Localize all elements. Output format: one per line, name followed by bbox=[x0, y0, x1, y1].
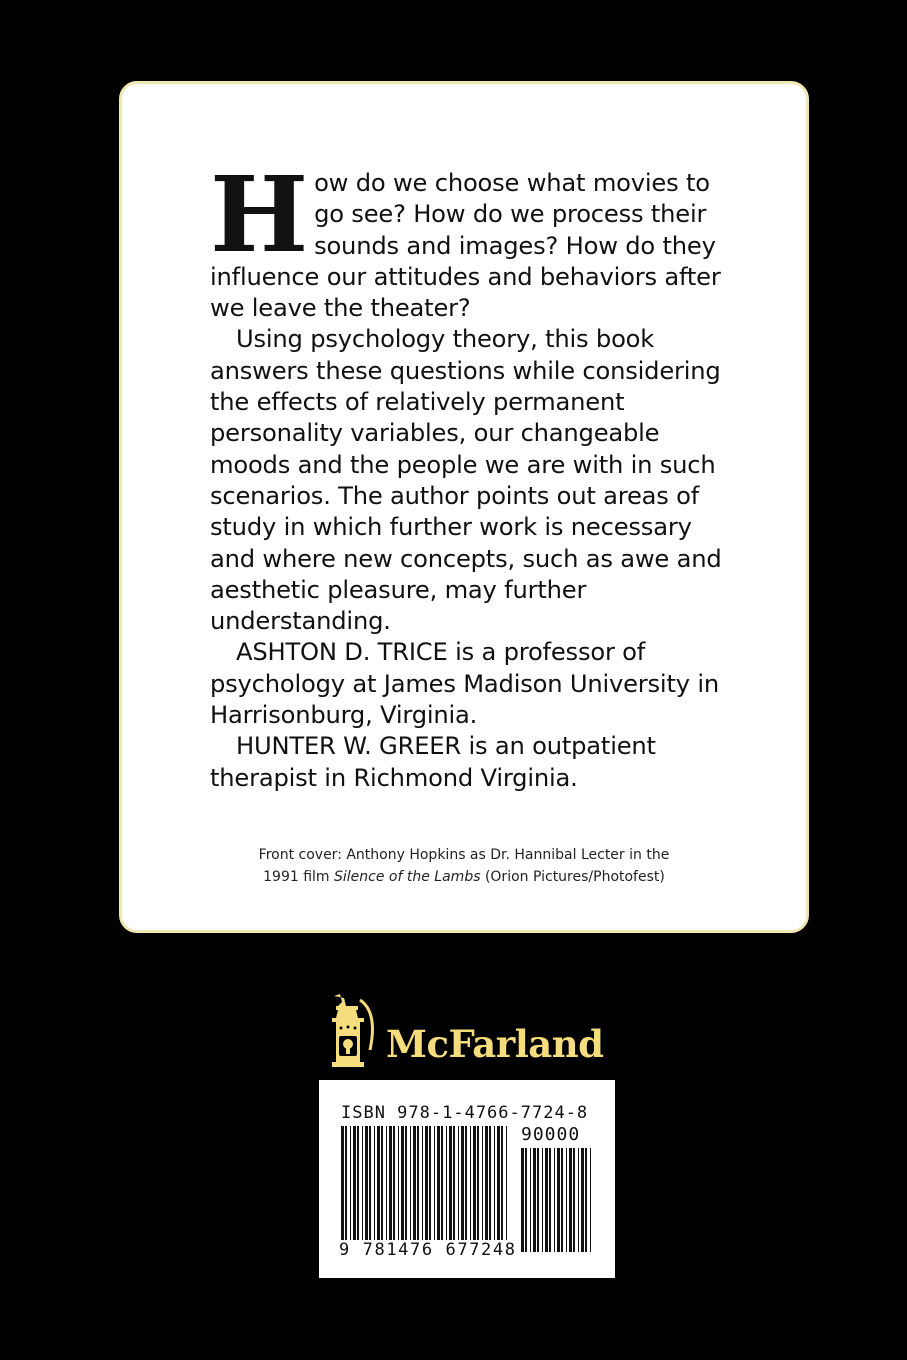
author-bio-text-2: is an outpatient therapist in Richmond Virginia. bbox=[210, 732, 656, 792]
publisher-logo bbox=[326, 992, 616, 1072]
intro-paragraph-text: ow do we choose what movies to go see? How do we process their sounds and images? How do they influence our attitudes and behaviors after we leave the theater? bbox=[210, 169, 721, 323]
author-name-1: ASHTON D. TRICE bbox=[236, 638, 448, 667]
cover-caption bbox=[122, 844, 806, 888]
author-name-2: HUNTER W. GREER bbox=[236, 732, 461, 761]
drop-cap: H bbox=[210, 153, 309, 276]
barcode-number: 9 781476 677248 bbox=[339, 1240, 517, 1260]
price-code: 90000 bbox=[521, 1124, 581, 1145]
author-bio-2 bbox=[210, 731, 730, 794]
blurb-text bbox=[210, 153, 730, 794]
blurb-panel bbox=[119, 81, 809, 933]
lantern-icon bbox=[326, 992, 382, 1072]
publisher-name: McFarland bbox=[386, 1022, 604, 1066]
caption-film-title: Silence of the Lambs bbox=[334, 869, 481, 885]
author-bio-1 bbox=[210, 637, 730, 731]
barcode bbox=[319, 1080, 615, 1278]
isbn-label: ISBN 978-1-4766-7724-8 bbox=[341, 1103, 589, 1123]
caption-post: (Orion Pictures/Photofest) bbox=[480, 869, 665, 885]
caption-pre: 1991 film bbox=[263, 869, 335, 885]
description-paragraph: Using psychology theory, this book answers these questions while considering the effects of relatively permanent personality variables, our changeable moods and the people we are with in such scenarios. The author points out areas of study in which further work is necessary and where new concepts, such as awe and aesthetic pleasure, may further understanding. bbox=[210, 325, 722, 636]
intro-paragraph bbox=[210, 153, 730, 324]
author-bio-text-1: is a professor of psychology at James Madison University in Harrisonburg, Virginia. bbox=[210, 638, 719, 730]
caption-line-2 bbox=[122, 866, 806, 888]
caption-line-1: Front cover: Anthony Hopkins as Dr. Hannibal Lecter in the bbox=[258, 847, 670, 863]
